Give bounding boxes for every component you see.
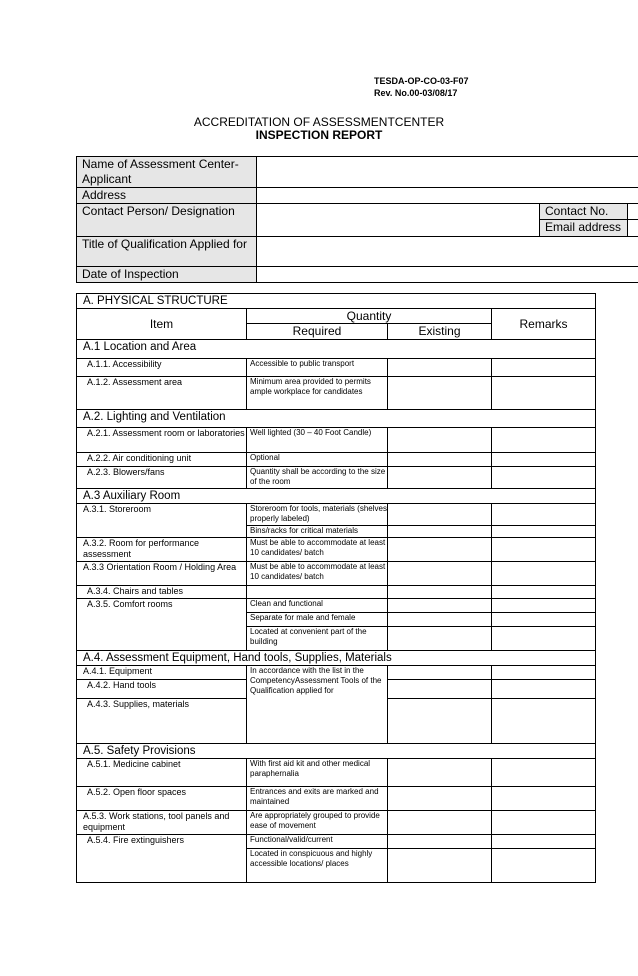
- document-title: ACCREDITATION OF ASSESSMENTCENTER: [193, 115, 445, 129]
- remarks-a31-bins[interactable]: [492, 526, 596, 538]
- section-a5-title: A.5. Safety Provisions: [77, 744, 596, 759]
- remarks-a53[interactable]: [492, 811, 596, 835]
- document-subtitle: INSPECTION REPORT: [255, 128, 383, 142]
- item-a51: A.5.1. Medicine cabinet: [77, 759, 247, 787]
- existing-a12[interactable]: [388, 377, 492, 410]
- email-field[interactable]: [628, 220, 638, 237]
- required-a35-clean: Clean and functional: [247, 599, 388, 613]
- item-a23: A.2.3. Blowers/fans: [77, 467, 247, 489]
- existing-a52[interactable]: [388, 787, 492, 811]
- remarks-a51[interactable]: [492, 759, 596, 787]
- item-a53: A.5.3. Work stations, tool panels and equipment: [77, 811, 247, 835]
- required-a51: With first aid kit and other medical paraphernalia: [247, 759, 388, 787]
- required-a11: Accessible to public transport: [247, 359, 388, 377]
- item-a12: A.1.2. Assessment area: [77, 377, 247, 410]
- contact-person-label: Contact Person/ Designation: [77, 204, 257, 237]
- contact-no-label: Contact No.: [540, 204, 628, 220]
- item-a21: A.2.1. Assessment room or laboratories: [77, 428, 247, 453]
- required-a31-bins: Bins/racks for critical materials: [247, 526, 388, 538]
- section-a4-title: A.4. Assessment Equipment, Hand tools, Supplies, Materials: [77, 651, 596, 666]
- required-a54-location: Located in conspicuous and highly accessible locations/ places: [247, 849, 388, 883]
- existing-a31-shelves[interactable]: [388, 504, 492, 526]
- section-a2-title: A.2. Lighting and Ventilation: [77, 410, 596, 428]
- email-label: Email address: [540, 220, 628, 237]
- revision-number: Rev. No.00-03/08/17: [374, 88, 458, 98]
- remarks-a32[interactable]: [492, 538, 596, 562]
- existing-a35-location[interactable]: [388, 627, 492, 651]
- address-label: Address: [77, 188, 257, 204]
- existing-a35-separate[interactable]: [388, 613, 492, 627]
- address-field[interactable]: [257, 188, 638, 204]
- section-a1-title: A.1 Location and Area: [77, 340, 596, 359]
- required-a34: [247, 586, 388, 599]
- existing-a11[interactable]: [388, 359, 492, 377]
- required-a54-functional: Functional/valid/current: [247, 835, 388, 849]
- existing-a51[interactable]: [388, 759, 492, 787]
- existing-a32[interactable]: [388, 538, 492, 562]
- date-label: Date of Inspection: [77, 267, 257, 283]
- remarks-a33[interactable]: [492, 562, 596, 586]
- remarks-a23[interactable]: [492, 467, 596, 489]
- remarks-a12[interactable]: [492, 377, 596, 410]
- remarks-a41[interactable]: [492, 666, 596, 680]
- existing-a42[interactable]: [388, 680, 492, 699]
- contact-no-field[interactable]: [628, 204, 638, 220]
- item-a22: A.2.2. Air conditioning unit: [77, 453, 247, 467]
- item-a54: A.5.4. Fire extinguishers: [77, 835, 247, 883]
- item-a34: A.3.4. Chairs and tables: [77, 586, 247, 599]
- existing-a34[interactable]: [388, 586, 492, 599]
- required-a35-location: Located at convenient part of the building: [247, 627, 388, 651]
- qualification-label: Title of Qualification Applied for: [77, 237, 257, 267]
- existing-a54-functional[interactable]: [388, 835, 492, 849]
- qualification-field[interactable]: [257, 237, 638, 267]
- required-a31-shelves: Storeroom for tools, materials (shelves properly labeled): [247, 504, 388, 526]
- contact-person-field[interactable]: [257, 204, 540, 237]
- required-a53: Are appropriately grouped to provide ease of movement: [247, 811, 388, 835]
- required-a21: Well lighted (30 – 40 Foot Candle): [247, 428, 388, 453]
- required-a22: Optional: [247, 453, 388, 467]
- remarks-a54-functional[interactable]: [492, 835, 596, 849]
- item-a41: A.4.1. Equipment: [77, 666, 247, 680]
- remarks-a52[interactable]: [492, 787, 596, 811]
- column-header-item: Item: [77, 309, 247, 340]
- remarks-a35-location[interactable]: [492, 627, 596, 651]
- existing-a31-bins[interactable]: [388, 526, 492, 538]
- required-a23: Quantity shall be according to the size of the room: [247, 467, 388, 489]
- remarks-a35-clean[interactable]: [492, 599, 596, 613]
- section-a3-title: A.3 Auxiliary Room: [77, 489, 596, 504]
- physical-structure-table: [76, 293, 596, 883]
- existing-a54-location[interactable]: [388, 849, 492, 883]
- item-a35: A.3.5. Comfort rooms: [77, 599, 247, 651]
- existing-a53[interactable]: [388, 811, 492, 835]
- remarks-a42[interactable]: [492, 680, 596, 699]
- section-a-title: A. PHYSICAL STRUCTURE: [77, 294, 596, 309]
- remarks-a21[interactable]: [492, 428, 596, 453]
- column-header-required: Required: [247, 324, 388, 340]
- existing-a22[interactable]: [388, 453, 492, 467]
- remarks-a22[interactable]: [492, 453, 596, 467]
- required-a32: Must be able to accommodate at least 10 candidates/ batch: [247, 538, 388, 562]
- column-header-remarks: Remarks: [492, 309, 596, 340]
- remarks-a34[interactable]: [492, 586, 596, 599]
- remarks-a54-location[interactable]: [492, 849, 596, 883]
- form-code-block: [374, 75, 469, 99]
- required-a35-separate: Separate for male and female: [247, 613, 388, 627]
- existing-a23[interactable]: [388, 467, 492, 489]
- required-a52: Entrances and exits are marked and maintained: [247, 787, 388, 811]
- name-field[interactable]: [257, 157, 638, 188]
- applicant-info-table: [76, 156, 638, 283]
- existing-a41[interactable]: [388, 666, 492, 680]
- remarks-a31-shelves[interactable]: [492, 504, 596, 526]
- date-field[interactable]: [257, 267, 638, 283]
- remarks-a11[interactable]: [492, 359, 596, 377]
- required-a12: Minimum area provided to permits ample workplace for candidates: [247, 377, 388, 410]
- item-a52: A.5.2. Open floor spaces: [77, 787, 247, 811]
- item-a33: A.3.3 Orientation Room / Holding Area: [77, 562, 247, 586]
- remarks-a43[interactable]: [492, 699, 596, 744]
- column-header-quantity: Quantity: [247, 309, 492, 324]
- required-a33: Must be able to accommodate at least 10 candidates/ batch: [247, 562, 388, 586]
- item-a32: A.3.2. Room for performance assessment: [77, 538, 247, 562]
- existing-a43[interactable]: [388, 699, 492, 744]
- remarks-a35-separate[interactable]: [492, 613, 596, 627]
- name-label: Name of Assessment Center-Applicant: [77, 157, 257, 188]
- existing-a33[interactable]: [388, 562, 492, 586]
- column-header-existing: Existing: [388, 324, 492, 340]
- form-code: TESDA-OP-CO-03-F07: [374, 76, 469, 86]
- required-a4: In accordance with the list in the CompetencyAssessment Tools of the Qualification applied for: [247, 666, 388, 744]
- existing-a21[interactable]: [388, 428, 492, 453]
- item-a42: A.4.2. Hand tools: [77, 680, 247, 699]
- item-a11: A.1.1. Accessibility: [77, 359, 247, 377]
- item-a43: A.4.3. Supplies, materials: [77, 699, 247, 744]
- item-a31: A.3.1. Storeroom: [77, 504, 247, 538]
- existing-a35-clean[interactable]: [388, 599, 492, 613]
